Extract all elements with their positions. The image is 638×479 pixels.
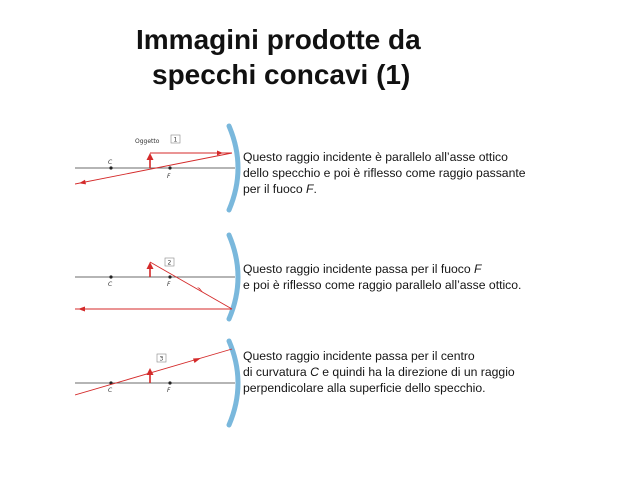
diagram-3: [75, 335, 515, 447]
object-arrow-head: [147, 153, 154, 160]
incident-ray: [75, 349, 232, 395]
center-point-c: [109, 166, 112, 169]
caption-line: perpendicolare alla superficie dello specchio.: [243, 381, 486, 395]
incident-ray-arrowhead: [193, 358, 201, 363]
diagram-3-caption: [243, 348, 603, 396]
c-label: C: [108, 159, 113, 166]
diagram-1: [75, 120, 526, 232]
diagram-2-caption: [243, 261, 603, 293]
caption-line: e poi è riflesso come raggio parallelo all’asse ottico.: [243, 278, 522, 292]
diagram-number: 2: [167, 259, 172, 267]
title-line-2: specchi concavi (1): [152, 59, 411, 90]
diagram-number: 3: [159, 355, 164, 363]
f-label: F: [167, 281, 171, 288]
diagram-number: 1: [173, 136, 178, 144]
focus-point-f: [168, 166, 171, 169]
incident-ray-arrowhead: [197, 287, 204, 294]
focus-point-f: [168, 381, 171, 384]
caption-line: Questo raggio incidente passa per il centro: [243, 349, 475, 363]
incident-ray: [150, 259, 232, 309]
caption-line: Questo raggio incidente passa per il fuoco F: [243, 262, 482, 276]
reflected-ray-arrowhead: [79, 180, 86, 185]
focus-point-f: [168, 275, 171, 278]
caption-line: Questo raggio incidente è parallelo all’asse ottico: [243, 150, 508, 164]
caption-line: dello specchio e poi è riflesso come raggio passante: [243, 166, 526, 180]
ray-diagram-1: [75, 120, 245, 216]
ray-diagram-3: [75, 335, 245, 431]
object-label: Oggetto: [135, 138, 160, 145]
c-label: C: [108, 387, 113, 394]
f-label: F: [167, 173, 171, 180]
caption-line: per il fuoco F.: [243, 182, 317, 196]
c-label: C: [108, 281, 113, 288]
reflected-ray-arrowhead: [78, 307, 85, 312]
slide-title: [136, 22, 536, 92]
diagram-1-caption: [243, 149, 603, 197]
caption-line: di curvatura C e quindi ha la direzione di un raggio: [243, 365, 515, 379]
title-line-1: Immagini prodotte da: [136, 24, 421, 55]
diagram-2: [75, 229, 522, 341]
ray-diagram-2: [75, 229, 245, 325]
center-point-c: [109, 275, 112, 278]
reflected-ray: [75, 153, 232, 184]
f-label: F: [167, 387, 171, 394]
